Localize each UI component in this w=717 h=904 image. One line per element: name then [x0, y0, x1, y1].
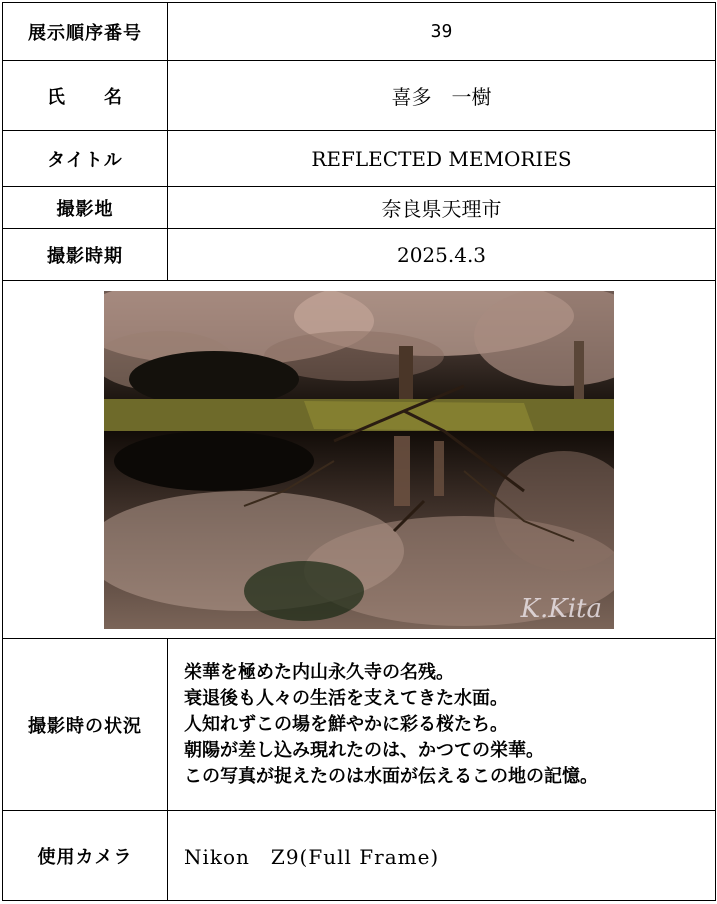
camera-value: Nikon Z9(Full Frame) — [168, 811, 716, 901]
row-location — [3, 187, 716, 229]
situation-text — [168, 639, 716, 811]
row-name — [3, 61, 716, 131]
situation-line: 人知れずこの場を鮮やかに彩る桜たち。 — [184, 713, 508, 735]
row-camera — [3, 811, 716, 901]
location-value: 奈良県天理市 — [168, 187, 716, 229]
situation-line: 朝陽が差し込み現れたのは、かつての栄華。 — [184, 739, 544, 761]
location-label: 撮影地 — [3, 187, 168, 229]
date-label: 撮影時期 — [3, 229, 168, 281]
situation-line: 衰退後も人々の生活を支えてきた水面。 — [184, 687, 508, 709]
date-value: 2025.4.3 — [168, 229, 716, 281]
photo-signature: K.Kita — [520, 593, 602, 624]
row-title — [3, 131, 716, 187]
row-date — [3, 229, 716, 281]
title-label: タイトル — [3, 131, 168, 187]
row-order — [3, 3, 716, 61]
situation-line: この写真が捉えたのは水面が伝えるこの地の記憶。 — [184, 765, 598, 787]
situation-label: 撮影時の状況 — [3, 639, 168, 811]
camera-label: 使用カメラ — [3, 811, 168, 901]
row-situation — [3, 639, 716, 811]
situation-line: 栄華を極めた内山永久寺の名残。 — [184, 661, 454, 683]
photo — [104, 291, 614, 629]
photo-cell — [3, 281, 716, 639]
exhibit-table — [2, 2, 716, 901]
name-label: 氏 名 — [3, 61, 168, 131]
reflection-photo — [104, 291, 614, 629]
row-photo — [3, 281, 716, 639]
order-label: 展示順序番号 — [3, 3, 168, 61]
title-value: REFLECTED MEMORIES — [168, 131, 716, 187]
name-value: 喜多 一樹 — [168, 61, 716, 131]
order-value: 39 — [168, 3, 716, 61]
